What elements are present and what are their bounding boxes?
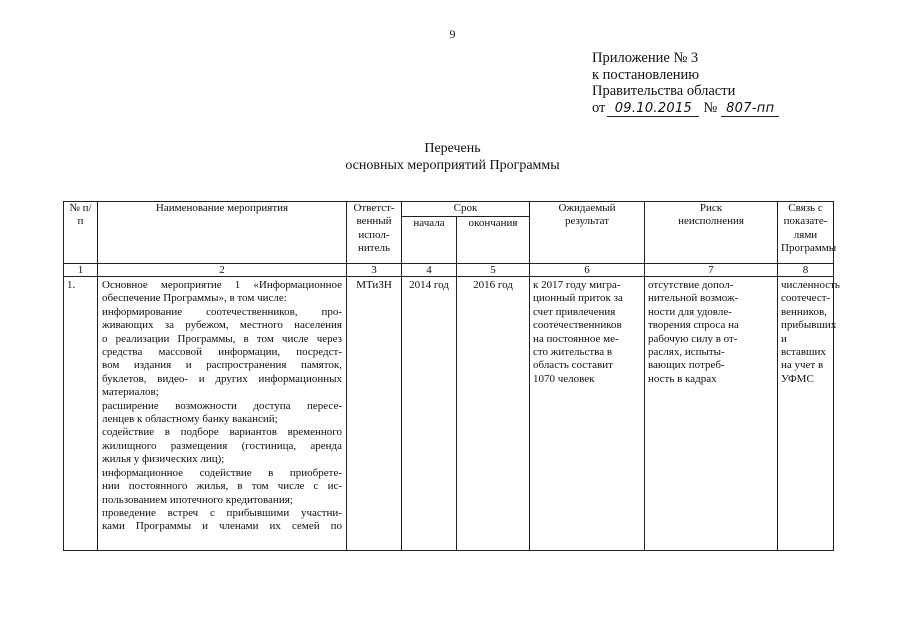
row-start: 2014 год (402, 277, 457, 551)
page-number: 9 (449, 27, 456, 41)
column-number: 4 (402, 264, 457, 277)
appendix-line-2: к постановлению (592, 66, 700, 83)
appendix-number: 807-пп (721, 102, 779, 117)
column-number: 7 (645, 264, 778, 277)
header-start: начала (402, 217, 457, 264)
row-result: к 2017 году мигра- ционный приток за счет привлечения соотечественников на постоянное ме- сто жительства в область составит 1070 человек (530, 277, 645, 551)
header-term: Срок (402, 202, 530, 217)
row-link: численность соотечест- венников, прибывших и вставших на учет в УФМС (778, 277, 834, 551)
column-number-row (64, 264, 834, 277)
appendix-block (592, 50, 779, 117)
header-link: Связь с показате- лями Программы (778, 202, 834, 264)
row-end: 2016 год (457, 277, 530, 551)
appendix-from-prefix: от (592, 99, 606, 116)
appendix-date-line (592, 100, 779, 117)
table-row (64, 277, 834, 551)
header-responsible: Ответст- венный испол- нитель (347, 202, 402, 264)
header-num: № п/п (64, 202, 98, 264)
table-header-row-1 (64, 202, 834, 217)
row-responsible: МТиЗН (347, 277, 402, 551)
appendix-line-1: Приложение № 3 (592, 50, 699, 66)
document-subtitle: основных мероприятий Программы (345, 158, 560, 173)
column-number: 8 (778, 264, 834, 277)
column-number: 3 (347, 264, 402, 277)
column-number: 6 (530, 264, 645, 277)
column-number: 2 (98, 264, 347, 277)
header-result: Ожидаемый результат (530, 202, 645, 264)
header-risk: Риск неисполнения (645, 202, 778, 264)
appendix-number-sign: № (703, 99, 718, 116)
header-end: окончания (457, 217, 530, 264)
appendix-line-3: Правительства области (592, 83, 736, 99)
header-name: Наименование мероприятия (98, 202, 347, 264)
measures-table (63, 201, 840, 551)
appendix-date: 09.10.2015 (607, 102, 699, 117)
row-num: 1. (64, 277, 98, 551)
column-number: 5 (457, 264, 530, 277)
document-title: Перечень (424, 141, 481, 156)
row-risk: отсутствие допол- нительной возмож- ности для удовле- творения спроса на рабочую силу в от- раслях, испыты- вающих потреб- ность в кадрах (645, 277, 778, 551)
row-name: Основное мероприятие 1 «Информационное обеспечение Программы», в том числе: информирование соотечественников, про- живающих за рубежом, местного населения о реализации Программы, в том числе через средства массовой информации, посредст- вом издания и распространения памяток, буклетов, видео- и других информационных материалов; расширение возможности доступа пересе- ленцев к областному банку вакансий; содействие в подборе вариантов временного жилищного размещения (гостиница, аренда жилья у физических лиц); информационное содействие в приобрете- нии постоянного жилья, в том числе с ис- пользованием ипотечного кредитования; проведение встреч с прибывшими участни- ками Программы и членами их семей по (98, 277, 347, 551)
column-number: 1 (64, 264, 98, 277)
